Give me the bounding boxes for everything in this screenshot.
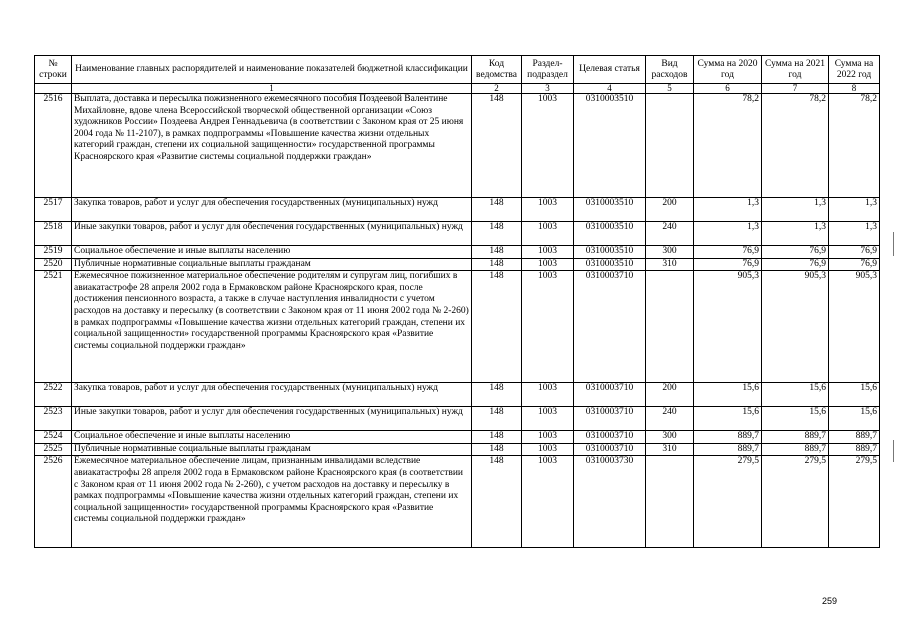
section-code: 1003 <box>522 431 574 444</box>
sum-2021: 889,7 <box>762 431 829 444</box>
target-article: 0310003510 <box>574 258 646 271</box>
target-article: 0310003510 <box>574 94 646 198</box>
section-code: 1003 <box>522 456 574 548</box>
expense-type <box>646 271 694 383</box>
row-number: 2518 <box>35 222 72 246</box>
scan-edge-mark <box>893 232 894 256</box>
sum-2022: 1,3 <box>829 222 880 246</box>
column-number: 6 <box>694 84 762 94</box>
row-name: Ежемесячное материальное обеспечение лицам, признанным инвалидами вследствие авиакатастрофы 28 апреля 2002 года в Ермаковском районе Красноярского края (в соответствии с Законом края от 11 июня 2002 года № 2-260), с учетом расходов на доставку и пересылку в рамках подпрограммы «Повышение качества жизни отдельных категорий граждан, степени их социальной защищенности» государственной программы Красноярского края «Развитие системы социальной поддержки граждан» <box>72 456 472 548</box>
section-code: 1003 <box>522 383 574 407</box>
sum-2022: 78,2 <box>829 94 880 198</box>
row-number: 2520 <box>35 258 72 271</box>
expense-type: 300 <box>646 431 694 444</box>
sum-2021: 1,3 <box>762 222 829 246</box>
target-article: 0310003510 <box>574 198 646 222</box>
department-code: 148 <box>472 222 522 246</box>
expense-type: 240 <box>646 222 694 246</box>
department-code: 148 <box>472 198 522 222</box>
row-number: 2522 <box>35 383 72 407</box>
expense-type: 200 <box>646 383 694 407</box>
target-article: 0310003710 <box>574 431 646 444</box>
expense-type: 310 <box>646 258 694 271</box>
section-code: 1003 <box>522 443 574 456</box>
target-article: 0310003510 <box>574 246 646 259</box>
department-code: 148 <box>472 246 522 259</box>
sum-2021: 78,2 <box>762 94 829 198</box>
sum-2022: 15,6 <box>829 407 880 431</box>
row-number: 2519 <box>35 246 72 259</box>
header-sum-2021: Сумма на 2021 год <box>762 56 829 84</box>
department-code: 148 <box>472 258 522 271</box>
target-article: 0310003510 <box>574 222 646 246</box>
target-article: 0310003730 <box>574 456 646 548</box>
sum-2020: 1,3 <box>694 198 762 222</box>
expense-type: 310 <box>646 443 694 456</box>
header-row <box>35 56 880 84</box>
expense-type: 200 <box>646 198 694 222</box>
sum-2020: 889,7 <box>694 431 762 444</box>
row-number: 2517 <box>35 198 72 222</box>
sum-2022: 15,6 <box>829 383 880 407</box>
row-name: Иные закупки товаров, работ и услуг для обеспечения государственных (муниципальных) нужд <box>72 222 472 246</box>
row-name: Иные закупки товаров, работ и услуг для обеспечения государственных (муниципальных) нужд <box>72 407 472 431</box>
row-number: 2516 <box>35 94 72 198</box>
department-code: 148 <box>472 94 522 198</box>
section-code: 1003 <box>522 407 574 431</box>
header-sum-2022: Сумма на 2022 год <box>829 56 880 84</box>
sum-2021: 76,9 <box>762 246 829 259</box>
sum-2020: 78,2 <box>694 94 762 198</box>
target-article: 0310003710 <box>574 407 646 431</box>
row-number: 2523 <box>35 407 72 431</box>
section-code: 1003 <box>522 246 574 259</box>
header-name: Наименование главных распорядителей и наименование показателей бюджетной классификации <box>72 56 472 84</box>
department-code: 148 <box>472 443 522 456</box>
table-row <box>35 431 880 444</box>
sum-2021: 15,6 <box>762 407 829 431</box>
header-expense-type: Вид расходов <box>646 56 694 84</box>
section-code: 1003 <box>522 222 574 246</box>
target-article: 0310003710 <box>574 443 646 456</box>
sum-2020: 1,3 <box>694 222 762 246</box>
sum-2021: 15,6 <box>762 383 829 407</box>
row-name: Закупка товаров, работ и услуг для обеспечения государственных (муниципальных) нужд <box>72 383 472 407</box>
column-number: 3 <box>522 84 574 94</box>
column-number <box>35 84 72 94</box>
row-name: Закупка товаров, работ и услуг для обеспечения государственных (муниципальных) нужд <box>72 198 472 222</box>
table-row <box>35 383 880 407</box>
table-row <box>35 222 880 246</box>
column-number-row <box>35 84 880 94</box>
column-number: 8 <box>829 84 880 94</box>
row-name: Публичные нормативные социальные выплаты гражданам <box>72 258 472 271</box>
header-row-number: № строки <box>35 56 72 84</box>
sum-2022: 76,9 <box>829 258 880 271</box>
target-article: 0310003710 <box>574 271 646 383</box>
header-sum-2020: Сумма на 2020 год <box>694 56 762 84</box>
sum-2020: 76,9 <box>694 246 762 259</box>
department-code: 148 <box>472 271 522 383</box>
section-code: 1003 <box>522 198 574 222</box>
header-department-code: Код ведомства <box>472 56 522 84</box>
row-name: Социальное обеспечение и иные выплаты населению <box>72 246 472 259</box>
column-number: 5 <box>646 84 694 94</box>
table-row <box>35 456 880 548</box>
sum-2020: 889,7 <box>694 443 762 456</box>
column-number: 1 <box>72 84 472 94</box>
table-row <box>35 271 880 383</box>
row-name: Ежемесячное пожизненное материальное обеспечение родителям и супругам лиц, погибших в авиакатастрофе 28 апреля 2002 года в Ермаковском районе Красноярского края, после достижения пенсионного возраста, а также в случае наступления инвалидности с учетом расходов на доставку и пересылку (в соответствии с Законом края от 11 июня 2002 года № 2-260) в рамках подпрограммы «Повышение качества жизни отдельных категорий граждан, степени их социальной защищенности» государственной программы Красноярского края «Развитие системы социальной поддержки граждан» <box>72 271 472 383</box>
row-name: Социальное обеспечение и иные выплаты населению <box>72 431 472 444</box>
department-code: 148 <box>472 407 522 431</box>
department-code: 148 <box>472 431 522 444</box>
row-number: 2525 <box>35 443 72 456</box>
sum-2020: 76,9 <box>694 258 762 271</box>
sum-2022: 1,3 <box>829 198 880 222</box>
section-code: 1003 <box>522 271 574 383</box>
header-target-article: Целевая статья <box>574 56 646 84</box>
expense-type <box>646 456 694 548</box>
column-number: 4 <box>574 84 646 94</box>
sum-2022: 905,3 <box>829 271 880 383</box>
sum-2021: 279,5 <box>762 456 829 548</box>
header-section: Раздел- подраздел <box>522 56 574 84</box>
row-number: 2524 <box>35 431 72 444</box>
table-row <box>35 198 880 222</box>
target-article: 0310003710 <box>574 383 646 407</box>
row-number: 2521 <box>35 271 72 383</box>
department-code: 148 <box>472 383 522 407</box>
sum-2020: 15,6 <box>694 383 762 407</box>
column-number: 2 <box>472 84 522 94</box>
table-body <box>35 94 880 548</box>
section-code: 1003 <box>522 258 574 271</box>
scan-edge-mark <box>893 440 894 462</box>
table-row <box>35 258 880 271</box>
sum-2022: 889,7 <box>829 431 880 444</box>
sum-2021: 76,9 <box>762 258 829 271</box>
expense-type <box>646 94 694 198</box>
sum-2022: 279,5 <box>829 456 880 548</box>
row-name: Публичные нормативные социальные выплаты гражданам <box>72 443 472 456</box>
table-row <box>35 443 880 456</box>
sum-2022: 76,9 <box>829 246 880 259</box>
table-row <box>35 407 880 431</box>
budget-table <box>34 55 880 548</box>
table-row <box>35 94 880 198</box>
expense-type: 240 <box>646 407 694 431</box>
column-number: 7 <box>762 84 829 94</box>
row-number: 2526 <box>35 456 72 548</box>
sum-2022: 889,7 <box>829 443 880 456</box>
row-name: Выплата, доставка и пересылка пожизненного ежемесячного пособия Поздеевой Валентине Михайловне, вдове члена Всероссийской творческой общественной организации «Союз художников России» Поздеева Андрея Геннадьевича (в соответствии с Законом края от 25 июня 2004 года № 11-2107), в рамках подпрограммы «Повышение качества жизни отдельных категорий граждан, степени их социальной защищенности» государственной программы Красноярского края «Развитие системы социальной поддержки граждан» <box>72 94 472 198</box>
sum-2021: 889,7 <box>762 443 829 456</box>
sum-2020: 905,3 <box>694 271 762 383</box>
page-number: 259 <box>822 596 838 606</box>
sum-2020: 279,5 <box>694 456 762 548</box>
sum-2021: 1,3 <box>762 198 829 222</box>
sum-2020: 15,6 <box>694 407 762 431</box>
department-code: 148 <box>472 456 522 548</box>
sum-2021: 905,3 <box>762 271 829 383</box>
table-row <box>35 246 880 259</box>
expense-type: 300 <box>646 246 694 259</box>
section-code: 1003 <box>522 94 574 198</box>
